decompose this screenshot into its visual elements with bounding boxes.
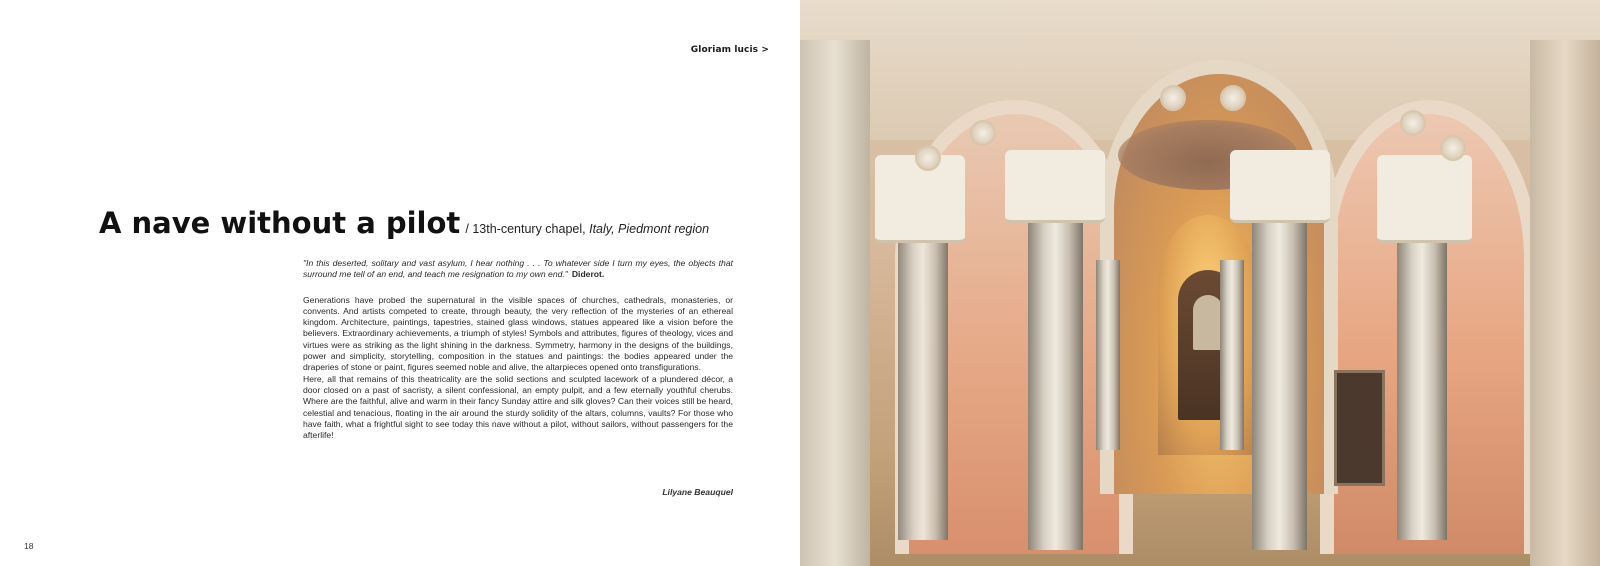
paragraph-1: Generations have probed the supernatural in the visible spaces of churches, cathedrals, monasteries, or convents. And artists competed to create, through beauty, the very reflection of the mysteries of an ethereal kingdom. Architecture, paintings, tapestries, stained glass windows, statues appeared like a vision before the believers. Extraordinary achievements, a triumph of styles! Symbols and attributes, figures of theology, vices and virtues were as striking as the light shining in the darkness. Symmetry, harmony in the designs of the buildings, power and simplicity, storytelling, composition in the statues and paintings: the bodies appeared under the draperies of stone or paint, figures seemed noble and alive, the altarpieces opened onto transfigurations. [303, 294, 733, 373]
capital-left [1005, 150, 1105, 223]
page-subtitle [465, 222, 709, 236]
rosette-ornament [915, 145, 941, 171]
epigraph-author: Diderot. [571, 269, 605, 280]
capital-far-right [1377, 155, 1472, 243]
subtitle-location: Italy, Piedmont region [589, 222, 710, 236]
small-column-left [1096, 260, 1120, 450]
page-number: 18 [24, 541, 34, 551]
page-title: A nave without a pilot [99, 206, 461, 240]
author-signature: Lilyane Beauquel [662, 487, 733, 497]
rosette-ornament [1440, 135, 1466, 161]
rosette-ornament [1160, 85, 1186, 111]
epigraph [303, 258, 733, 281]
section-link[interactable]: Gloriam lucis > [690, 45, 769, 55]
capital-right [1230, 150, 1330, 223]
column-left [1028, 215, 1083, 550]
left-pillar [800, 40, 870, 566]
small-column-right [1220, 260, 1244, 450]
chapel-interior-photo [800, 0, 1600, 566]
column-far-left [898, 235, 948, 540]
rosette-ornament [1400, 110, 1426, 136]
side-door [1334, 370, 1385, 486]
altar-frame [1193, 295, 1223, 350]
column-right [1252, 215, 1307, 550]
right-pillar [1530, 40, 1600, 566]
rosette-ornament [970, 120, 996, 146]
paragraph-2: Here, all that remains of this theatricality are the solid sections and sculpted lacework of a plundered décor, a door closed on a past of sacristy, a silent confessional, an empty pulpit, and a few eternally youthful cherubs. Where are the faithful, alive and warm in their fancy Sunday attire and silk gloves? Can their voices still be heard, celestial and tenacious, floating in the air around the sturdy solidity of the altars, columns, vaults? For those who have faith, what a frightful sight to see today this nave without a pilot, without sailors, without passengers for the afterlife! [303, 373, 733, 441]
title-row [99, 206, 709, 240]
article-body [303, 258, 733, 441]
rosette-ornament [1220, 85, 1246, 111]
subtitle-prefix: / 13th-century chapel, [465, 222, 586, 236]
column-far-right [1397, 235, 1447, 540]
epigraph-text: "In this deserted, solitary and vast asylum, I hear nothing . . . To whatever side I turn my eyes, the objects that surround me tell of an end, and teach me resignation to my own end." [303, 258, 733, 280]
